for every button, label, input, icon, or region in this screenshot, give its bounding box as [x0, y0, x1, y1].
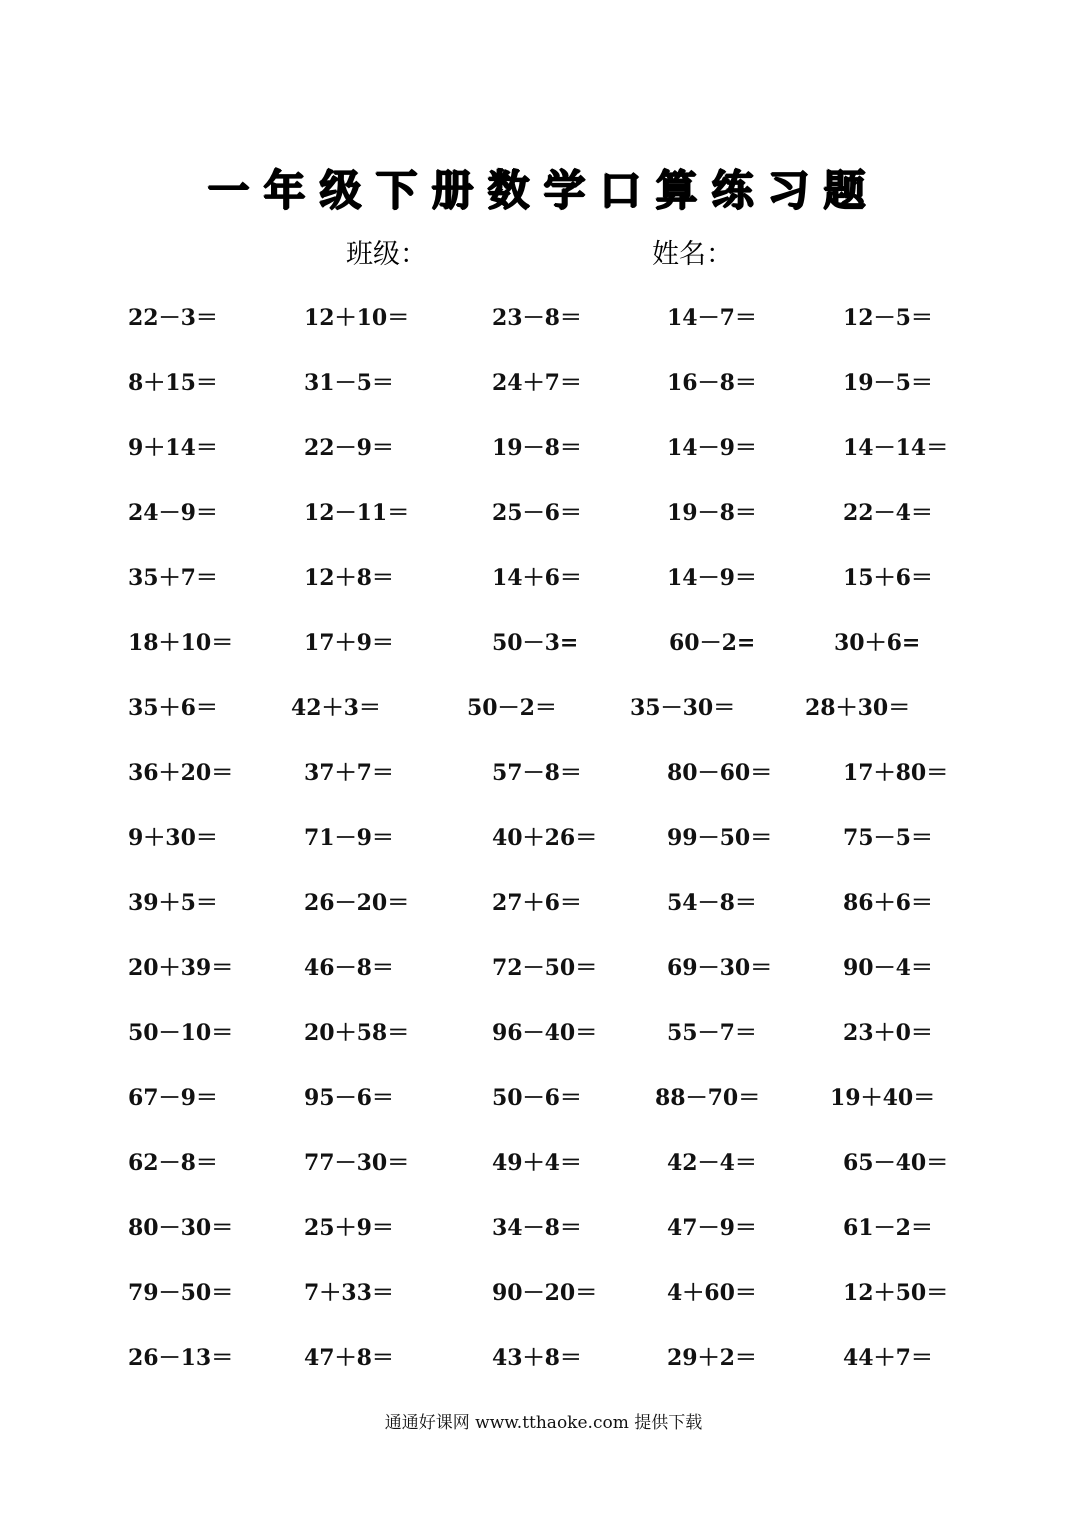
problem-item: 80－60＝: [667, 760, 773, 786]
problem-item: 75－5＝: [843, 825, 933, 851]
problem-item: 7＋33＝: [304, 1280, 394, 1306]
problem-item: 47－9＝: [667, 1215, 757, 1241]
problem-item: 9＋30＝: [128, 825, 218, 851]
problem-item: 40＋26＝: [492, 825, 598, 851]
problem-item: 17＋80＝: [843, 760, 949, 786]
problem-item: 15＋6＝: [843, 565, 933, 591]
problem-row: [0, 883, 1087, 923]
problem-row: [0, 428, 1087, 468]
problem-item: 27＋6＝: [492, 890, 582, 916]
problem-item: 90－4＝: [843, 955, 933, 981]
problem-item: 99－50＝: [667, 825, 773, 851]
problem-row: [0, 688, 1087, 728]
problem-item: 43＋8＝: [492, 1345, 582, 1371]
problem-item: 61－2＝: [843, 1215, 933, 1241]
problem-item: 65－40＝: [843, 1150, 949, 1176]
problem-item: 14－9＝: [667, 435, 757, 461]
problem-item: 12＋50＝: [843, 1280, 949, 1306]
problem-item: 12－5＝: [843, 305, 933, 331]
problem-row: [0, 1143, 1087, 1183]
problem-item: 19－8＝: [667, 500, 757, 526]
problem-item: 44＋7＝: [843, 1345, 933, 1371]
problem-item: 71－9＝: [304, 825, 394, 851]
problem-item: 12＋10＝: [304, 305, 410, 331]
problem-item: 22－3＝: [128, 305, 218, 331]
problem-item: 50－10＝: [128, 1020, 234, 1046]
problem-item: 20＋58＝: [304, 1020, 410, 1046]
problem-item: 9＋14＝: [128, 435, 218, 461]
problem-item: 36＋20＝: [128, 760, 234, 786]
problem-row: [0, 948, 1087, 988]
problem-item: 77－30＝: [304, 1150, 410, 1176]
problem-item: 35＋6＝: [128, 695, 218, 721]
problem-item: 24＋7＝: [492, 370, 582, 396]
problem-item: 50－3=: [492, 630, 579, 656]
problem-item: 19＋40＝: [830, 1085, 936, 1111]
problem-row: [0, 1013, 1087, 1053]
problem-item: 25－6＝: [492, 500, 582, 526]
problem-item: 16－8＝: [667, 370, 757, 396]
problem-item: 14－9＝: [667, 565, 757, 591]
problem-item: 8＋15＝: [128, 370, 218, 396]
problem-item: 46－8＝: [304, 955, 394, 981]
problem-item: 90－20＝: [492, 1280, 598, 1306]
problem-item: 37＋7＝: [304, 760, 394, 786]
problem-item: 23－8＝: [492, 305, 582, 331]
problem-item: 67－9＝: [128, 1085, 218, 1111]
problem-row: [0, 753, 1087, 793]
problem-row: [0, 1078, 1087, 1118]
problem-item: 54－8＝: [667, 890, 757, 916]
problem-item: 50－2＝: [467, 695, 557, 721]
problem-item: 35－30＝: [630, 695, 736, 721]
problem-item: 14＋6＝: [492, 565, 582, 591]
problem-item: 42－4＝: [667, 1150, 757, 1176]
problem-item: 17＋9＝: [304, 630, 394, 656]
problem-item: 30＋6=: [834, 630, 921, 656]
problem-item: 95－6＝: [304, 1085, 394, 1111]
problem-item: 18＋10＝: [128, 630, 234, 656]
problem-item: 14－14＝: [843, 435, 949, 461]
problem-item: 35＋7＝: [128, 565, 218, 591]
problem-item: 39＋5＝: [128, 890, 218, 916]
name-label: 姓名：: [652, 239, 733, 270]
problem-item: 22－4＝: [843, 500, 933, 526]
problem-item: 88－70＝: [655, 1085, 761, 1111]
problem-row: [0, 1273, 1087, 1313]
problem-item: 12－11＝: [304, 500, 410, 526]
problem-item: 47＋8＝: [304, 1345, 394, 1371]
problem-item: 57－8＝: [492, 760, 582, 786]
problem-item: 4＋60＝: [667, 1280, 757, 1306]
problem-item: 26－20＝: [304, 890, 410, 916]
footer-source: 通通好课网 www.tthaoke.com 提供下载: [384, 1413, 703, 1433]
problem-item: 49＋4＝: [492, 1150, 582, 1176]
problem-row: [0, 623, 1087, 663]
problem-item: 80－30＝: [128, 1215, 234, 1241]
problem-row: [0, 1208, 1087, 1248]
class-label: 班级：: [346, 239, 427, 270]
problem-item: 72－50＝: [492, 955, 598, 981]
problem-row: [0, 558, 1087, 598]
problem-item: 69－30＝: [667, 955, 773, 981]
problem-row: [0, 493, 1087, 533]
problem-item: 25＋9＝: [304, 1215, 394, 1241]
problem-item: 34－8＝: [492, 1215, 582, 1241]
problem-item: 31－5＝: [304, 370, 394, 396]
problem-item: 12＋8＝: [304, 565, 394, 591]
problem-item: 42＋3＝: [291, 695, 381, 721]
problem-item: 20＋39＝: [128, 955, 234, 981]
problem-item: 62－8＝: [128, 1150, 218, 1176]
page-title: 一年级下册数学口算练习题: [207, 166, 880, 215]
problem-item: 29＋2＝: [667, 1345, 757, 1371]
problem-item: 55－7＝: [667, 1020, 757, 1046]
problem-item: 96－40＝: [492, 1020, 598, 1046]
problem-row: [0, 363, 1087, 403]
problem-item: 86＋6＝: [843, 890, 933, 916]
problem-item: 19－5＝: [843, 370, 933, 396]
problem-item: 28＋30＝: [805, 695, 911, 721]
problem-item: 14－7＝: [667, 305, 757, 331]
problem-item: 50－6＝: [492, 1085, 582, 1111]
problem-row: [0, 818, 1087, 858]
problem-item: 23＋0＝: [843, 1020, 933, 1046]
problem-row: [0, 1338, 1087, 1378]
problem-item: 60－2=: [669, 630, 756, 656]
problem-row: [0, 298, 1087, 338]
problem-item: 19－8＝: [492, 435, 582, 461]
problem-item: 24－9＝: [128, 500, 218, 526]
problem-item: 26－13＝: [128, 1345, 234, 1371]
problem-item: 79－50＝: [128, 1280, 234, 1306]
problem-item: 22－9＝: [304, 435, 394, 461]
